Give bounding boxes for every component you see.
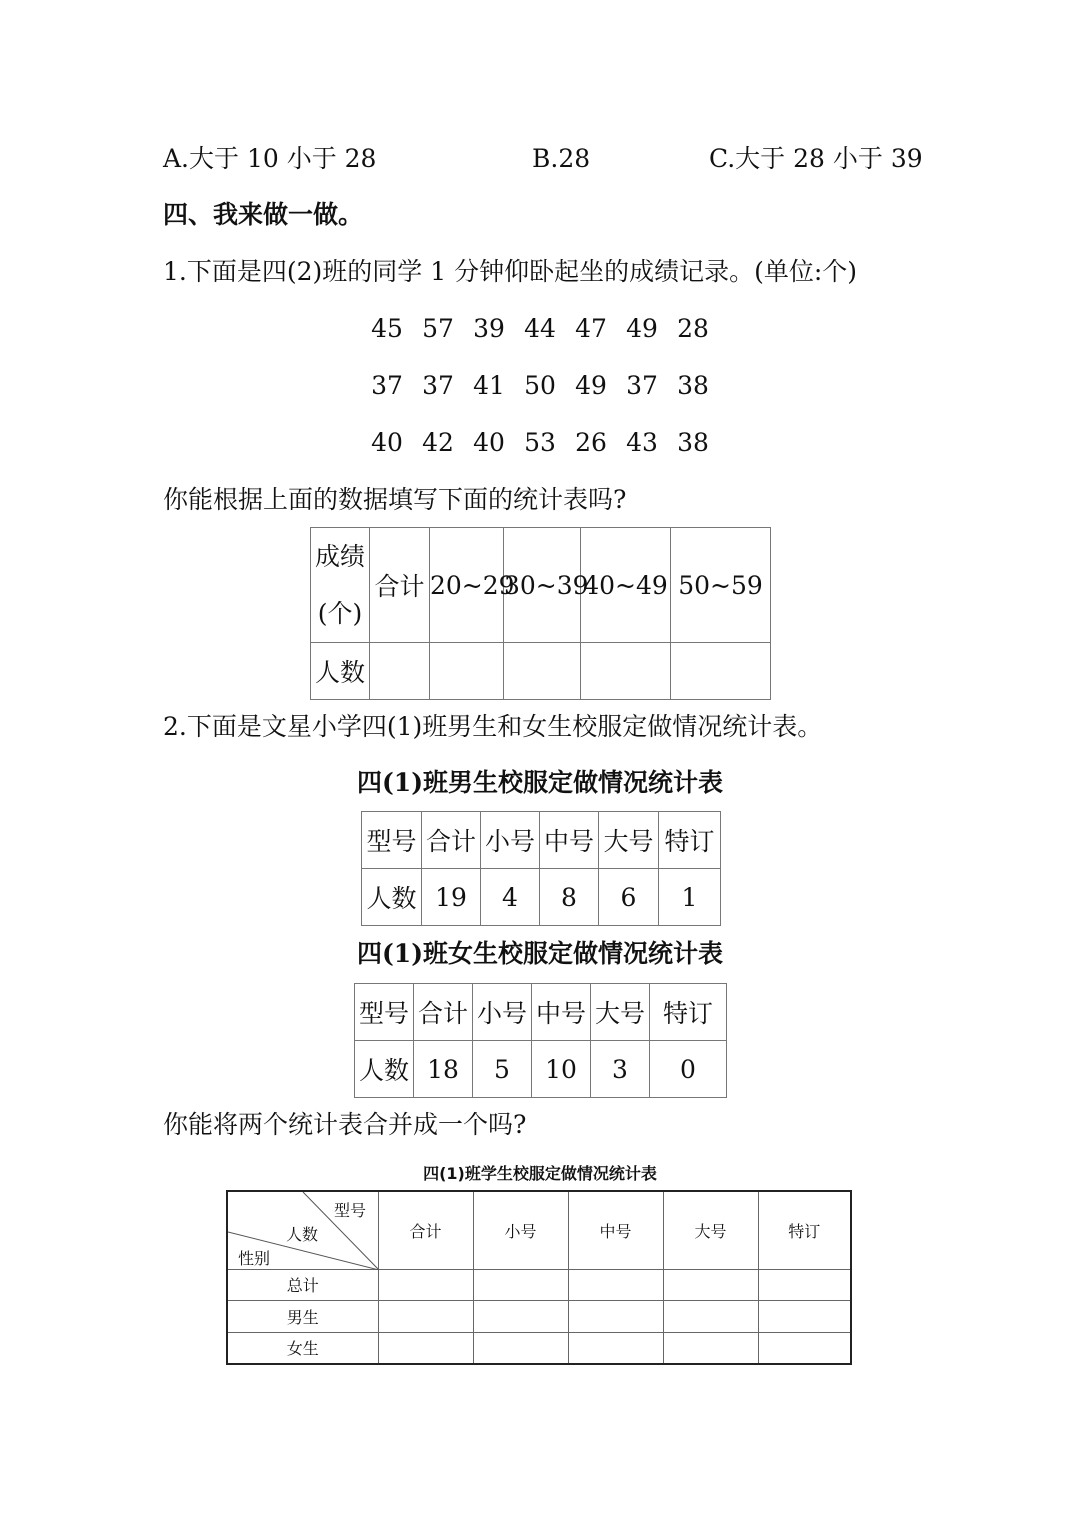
- row-label: 人数: [355, 1041, 414, 1098]
- score-header-line1: 成绩: [314, 542, 365, 571]
- blank-cell[interactable]: [370, 643, 430, 700]
- column-header: 合计: [378, 1191, 473, 1269]
- score-value: 44: [524, 314, 556, 343]
- score-value: 40: [473, 428, 505, 457]
- blank-cell[interactable]: [430, 643, 504, 700]
- option-c: C.大于 28 小于 39: [709, 144, 923, 173]
- table-cell: 5: [473, 1041, 532, 1098]
- blank-cell[interactable]: [663, 1269, 758, 1300]
- score-value: 47: [575, 314, 607, 343]
- column-header: 大号: [663, 1191, 758, 1269]
- table-cell: 6: [599, 869, 659, 926]
- diag-label-mid: 人数: [286, 1225, 319, 1244]
- score-value: 37: [422, 371, 454, 400]
- column-header: 特订: [659, 812, 721, 869]
- combined-uniform-table: [226, 1190, 852, 1365]
- blank-cell[interactable]: [758, 1332, 851, 1364]
- row-label: 男生: [227, 1300, 378, 1332]
- table-cell: 18: [414, 1041, 473, 1098]
- girls-uniform-table: [354, 983, 727, 1098]
- column-header: 大号: [599, 812, 659, 869]
- blank-cell[interactable]: [568, 1332, 663, 1364]
- blank-cell[interactable]: [663, 1332, 758, 1364]
- row-label: 人数: [311, 643, 370, 700]
- row-label: 人数: [362, 869, 422, 926]
- score-value: 26: [575, 428, 607, 457]
- q1-question: 你能根据上面的数据填写下面的统计表吗?: [163, 485, 627, 514]
- column-header: 特订: [758, 1191, 851, 1269]
- blank-cell[interactable]: [378, 1269, 473, 1300]
- score-value: 49: [626, 314, 658, 343]
- blank-cell[interactable]: [581, 643, 671, 700]
- blank-cell[interactable]: [568, 1300, 663, 1332]
- blank-cell[interactable]: [568, 1269, 663, 1300]
- option-a: A.大于 10 小于 28: [163, 144, 377, 173]
- blank-cell[interactable]: [671, 643, 771, 700]
- score-value: 28: [677, 314, 709, 343]
- column-header: 合计: [422, 812, 481, 869]
- column-header: 40~49: [581, 528, 671, 643]
- score-value: 37: [371, 371, 403, 400]
- score-value: 38: [677, 428, 709, 457]
- score-value: 57: [422, 314, 454, 343]
- column-header: 型号: [362, 812, 422, 869]
- diagonal-header-cell: [227, 1191, 378, 1269]
- column-header: 大号: [591, 984, 650, 1041]
- blank-cell[interactable]: [663, 1300, 758, 1332]
- blank-cell[interactable]: [758, 1300, 851, 1332]
- score-value: 50: [524, 371, 556, 400]
- score-value: 53: [524, 428, 556, 457]
- q2-question: 你能将两个统计表合并成一个吗?: [163, 1110, 527, 1139]
- table-cell: 19: [422, 869, 481, 926]
- score-value: 38: [677, 371, 709, 400]
- score-value: 49: [575, 371, 607, 400]
- row-label: 总计: [227, 1269, 378, 1300]
- blank-cell[interactable]: [378, 1332, 473, 1364]
- diag-label-top: 型号: [334, 1201, 367, 1220]
- blank-cell[interactable]: [378, 1300, 473, 1332]
- blank-cell[interactable]: [758, 1269, 851, 1300]
- column-header: 型号: [355, 984, 414, 1041]
- blank-cell[interactable]: [473, 1332, 568, 1364]
- diag-label-bottom: 性别: [238, 1249, 271, 1268]
- table-cell: 3: [591, 1041, 650, 1098]
- blank-cell[interactable]: [473, 1269, 568, 1300]
- score-header-cell: [311, 528, 370, 643]
- score-value: 43: [626, 428, 658, 457]
- score-stat-table: [310, 527, 771, 700]
- score-value: 40: [371, 428, 403, 457]
- score-value: 41: [473, 371, 505, 400]
- combined-table-caption: 四(1)班学生校服定做情况统计表: [423, 1164, 657, 1183]
- score-value: 39: [473, 314, 505, 343]
- blank-cell[interactable]: [504, 643, 581, 700]
- column-header: 小号: [473, 1191, 568, 1269]
- score-header-line2: (个): [317, 599, 363, 628]
- score-value: 45: [371, 314, 403, 343]
- column-header: 合计: [414, 984, 473, 1041]
- blank-cell[interactable]: [473, 1300, 568, 1332]
- q1-text: 1.下面是四(2)班的同学 1 分钟仰卧起坐的成绩记录。(单位:个): [163, 257, 857, 286]
- column-header: 中号: [568, 1191, 663, 1269]
- table-cell: 4: [481, 869, 540, 926]
- column-header: 小号: [481, 812, 540, 869]
- table-cell: 8: [540, 869, 599, 926]
- column-header: 30~39: [504, 528, 581, 643]
- column-header: 合计: [370, 528, 430, 643]
- boys-table-caption: 四(1)班男生校服定做情况统计表: [356, 768, 724, 797]
- score-value: 42: [422, 428, 454, 457]
- column-header: 50~59: [671, 528, 771, 643]
- option-b: B.28: [532, 144, 591, 173]
- column-header: 小号: [473, 984, 532, 1041]
- q2-text: 2.下面是文星小学四(1)班男生和女生校服定做情况统计表。: [163, 712, 823, 741]
- girls-table-caption: 四(1)班女生校服定做情况统计表: [356, 939, 724, 968]
- column-header: 特订: [650, 984, 727, 1041]
- section-title: 四、我来做一做。: [163, 200, 364, 229]
- table-cell: 1: [659, 869, 721, 926]
- column-header: 20~29: [430, 528, 504, 643]
- row-label: 女生: [227, 1332, 378, 1364]
- boys-uniform-table: [361, 811, 721, 926]
- table-cell: 10: [532, 1041, 591, 1098]
- column-header: 中号: [532, 984, 591, 1041]
- table-cell: 0: [650, 1041, 727, 1098]
- score-value: 37: [626, 371, 658, 400]
- column-header: 中号: [540, 812, 599, 869]
